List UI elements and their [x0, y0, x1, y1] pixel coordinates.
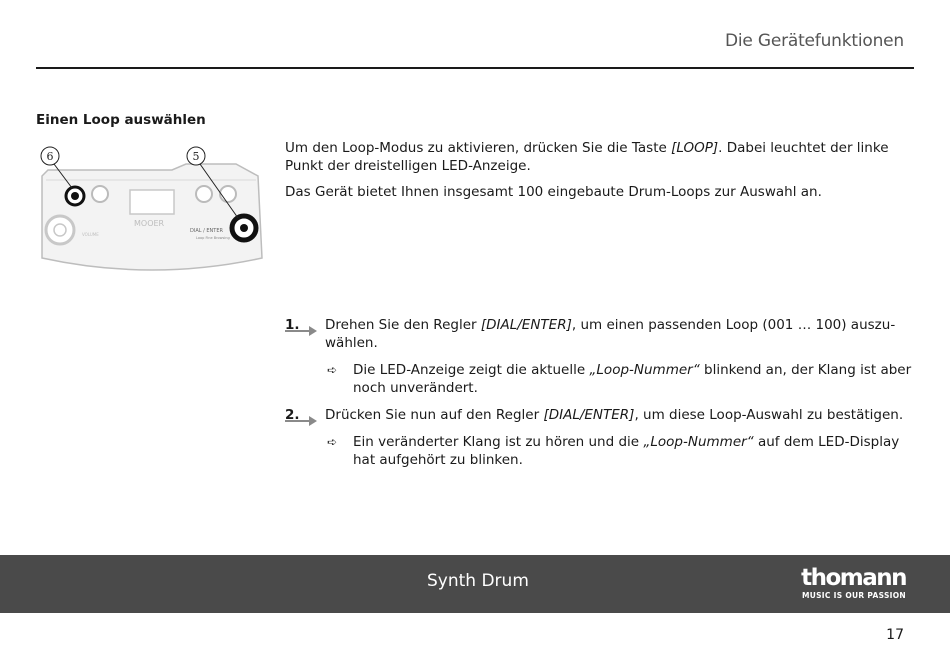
step-1: 1. Drehen Sie den Regler [DIAL/ENTER], um einen passenden Loop (001 … 100) auszuwählen. — [285, 317, 896, 351]
step-1-result: ➪ Die LED-Anzeige zeigt die aktuelle „Loop-Nummer“ blinkend an, der Klang ist aber noch unverändert. — [327, 362, 912, 396]
dial-sub-label: Loop Fine Browsing — [196, 236, 230, 240]
callout-5: 5 — [192, 150, 200, 163]
step-2-result: ➪ Ein veränderter Klang ist zu hören und die „Loop-Nummer“ auf dem LED-Display hat aufgehört zu blinken. — [327, 434, 900, 468]
header-title: Die Gerätefunktionen — [724, 31, 904, 51]
dial-label: DIAL / ENTER — [190, 228, 223, 234]
logo-tagline: MUSIC IS OUR PASSION — [801, 591, 906, 600]
intro-text — [285, 139, 915, 209]
device-illustration — [36, 140, 268, 294]
intro-paragraph-2: Das Gerät bietet Ihnen insgesamt 100 eingebaute Drum-Loops zur Auswahl an. — [285, 184, 822, 200]
steps-list — [285, 316, 915, 478]
logo-wordmark: thomann — [801, 565, 906, 591]
intro-paragraph-1: Um den Loop-Modus zu aktivieren, drücken Sie die Taste [LOOP]. Dabei leuchtet der linke Punkt der dreistelligen LED-Anzeige. — [285, 140, 889, 174]
product-name: Synth Drum — [427, 571, 529, 591]
footer-bar — [0, 555, 950, 613]
led-display — [130, 190, 174, 214]
step-arrow-icon — [285, 326, 319, 336]
section-heading: Einen Loop auswählen — [36, 112, 206, 128]
result-arrow-icon: ➪ — [327, 363, 338, 377]
header-divider — [36, 67, 914, 69]
volume-label: VOLUME — [82, 232, 99, 237]
step-2: 2. Drücken Sie nun auf den Regler [DIAL/ENTER], um diese Loop-Auswahl zu bestätigen. — [285, 406, 915, 424]
page-number: 17 — [886, 627, 904, 643]
callout-6: 6 — [46, 150, 54, 163]
step-number: 1. — [285, 316, 319, 336]
display-label: MOOER — [134, 219, 165, 228]
step-number: 2. — [285, 406, 319, 426]
step-arrow-icon — [285, 416, 319, 426]
thomann-logo — [786, 567, 906, 600]
result-arrow-icon: ➪ — [327, 435, 338, 449]
